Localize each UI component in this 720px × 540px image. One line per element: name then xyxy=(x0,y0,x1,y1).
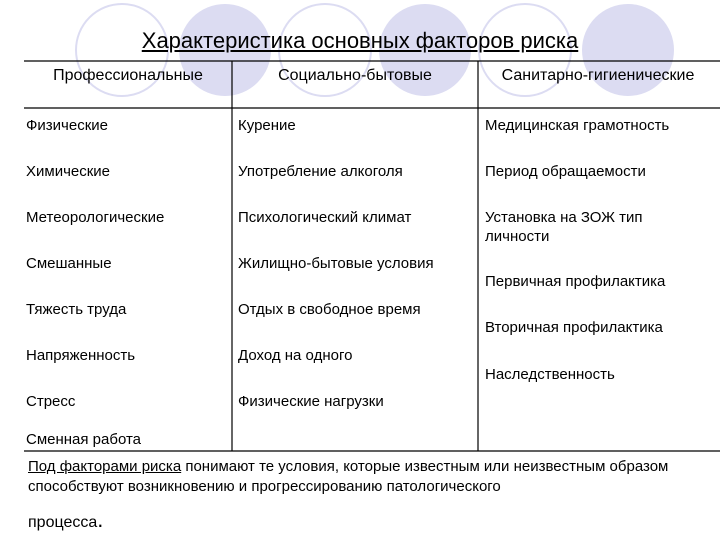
professional-factor: Стресс xyxy=(26,393,76,410)
page-title: Характеристика основных факторов риска xyxy=(141,28,579,53)
footnote-period: . xyxy=(97,507,104,532)
footnote-text: понимают те условия, которые известным или неизвестным образом способствуют возникновению и прогрессированию патологического xyxy=(28,458,669,495)
professional-factor: Сменная работа xyxy=(26,431,142,448)
professional-factor: Тяжесть труда xyxy=(26,301,127,318)
social-factor: Физические нагрузки xyxy=(238,393,384,410)
column-header-sanitary: Санитарно-гигиенические xyxy=(501,67,695,84)
sanitary-factor: Установка на ЗОЖ тип личности xyxy=(485,209,643,245)
sanitary-factor: Первичная профилактика xyxy=(485,273,666,290)
social-factor: Курение xyxy=(238,117,296,134)
social-factor: Жилищно-бытовые условия xyxy=(238,255,434,272)
professional-factor: Метеорологические xyxy=(26,209,165,226)
social-factor: Отдых в свободное время xyxy=(238,301,421,318)
social-factor: Психологический климат xyxy=(238,209,412,226)
professional-factor: Напряженность xyxy=(26,347,136,364)
sanitary-factor: Наследственность xyxy=(485,366,615,383)
sanitary-factor: Медицинская грамотность xyxy=(485,117,670,134)
footnote-last-word: процесса xyxy=(28,514,98,531)
column-header-professional: Профессиональные xyxy=(53,67,203,84)
professional-factor: Химические xyxy=(26,163,111,180)
footnote-last-line xyxy=(28,507,708,533)
sanitary-factor: Период обращаемости xyxy=(485,163,646,180)
risk-factors-table xyxy=(24,60,720,452)
column-header-social: Социально-бытовые xyxy=(278,67,432,84)
definition-footnote xyxy=(28,457,708,533)
social-factor: Доход на одного xyxy=(238,347,353,364)
professional-factor: Смешанные xyxy=(26,255,112,272)
sanitary-factor: Вторичная профилактика xyxy=(485,319,663,336)
social-factor: Употребление алкоголя xyxy=(238,163,403,180)
professional-factor: Физические xyxy=(26,117,108,134)
footnote-term: Под факторами риска xyxy=(28,458,182,475)
